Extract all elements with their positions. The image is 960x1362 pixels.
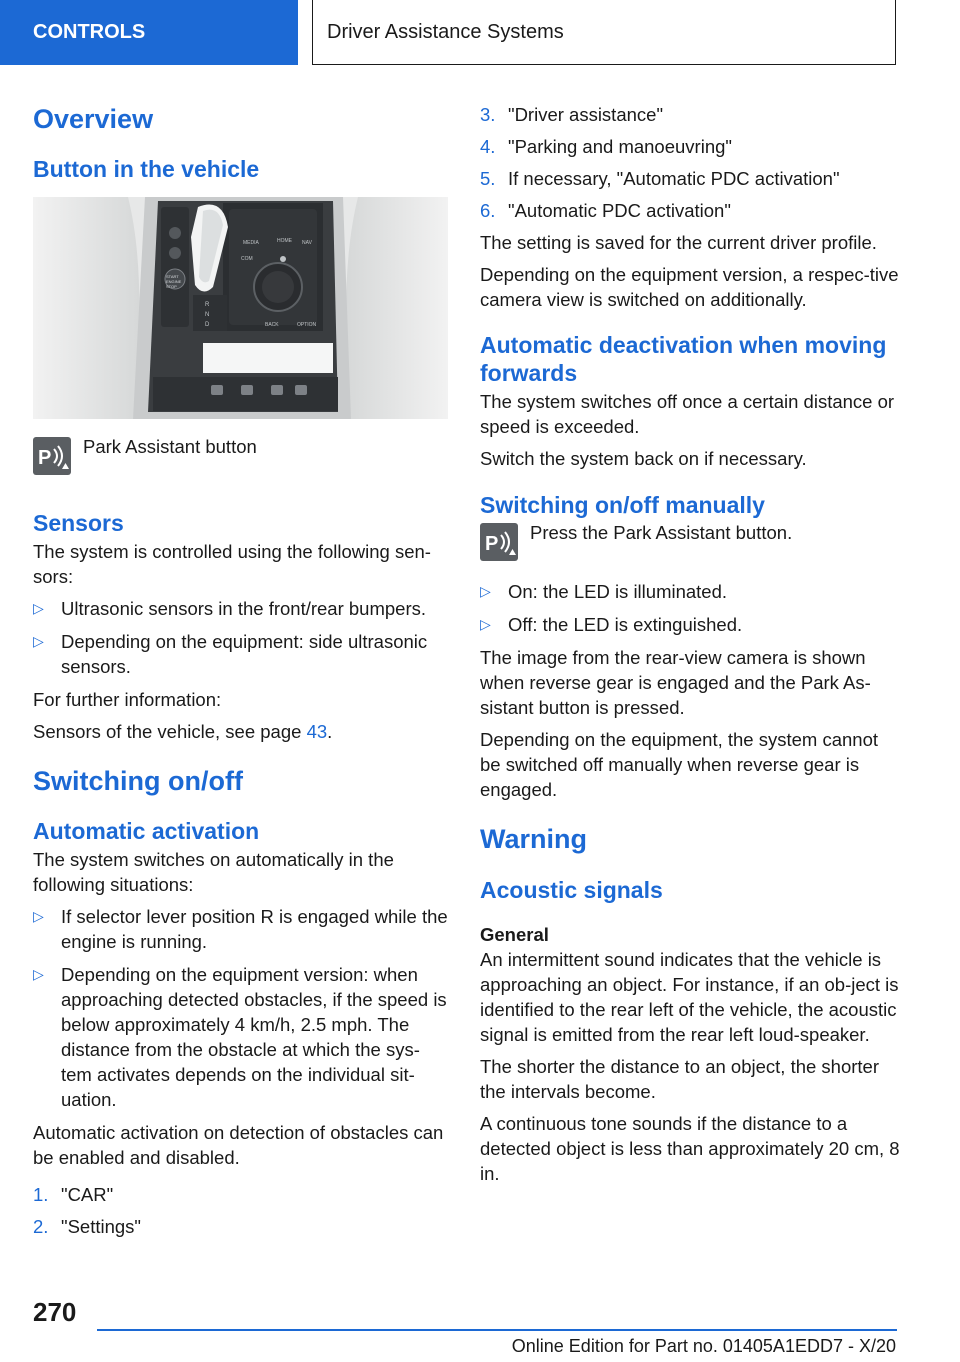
button-in-vehicle-heading: Button in the vehicle [33,156,260,182]
manual-switching-heading: Switching on/off manually [480,492,765,518]
footer-divider [97,1329,897,1331]
center-console-illustration [33,197,448,419]
sensors-heading: Sensors [33,510,124,536]
edition-note: Online Edition for Part no. 01405A1EDD7 - X/20 [511,1336,896,1356]
page-number: 270 [33,1297,77,1327]
cannot-switch-off-note: Depending on the equipment, the system cannot be switched off manually when reverse gear is engaged. [480,729,879,800]
auto-activation-note: Automatic activation on detection of obstacles can be enabled and disabled. [33,1122,444,1168]
further-info: For further information: [33,689,222,710]
general-p3: A continuous tone sounds if the distance to a detected object is less than approximately 20 cm, 8 in. [480,1113,900,1184]
triangle-bullet-icon: ▷ [480,616,491,632]
page-link[interactable]: 43 [306,721,328,742]
triangle-bullet-icon: ▷ [33,908,44,924]
left-column [33,95,448,1246]
triangle-bullet-icon: ▷ [480,583,491,599]
svg-text:STOP: STOP [166,284,177,289]
manual-press-row [480,523,900,561]
svg-text:ENGINE: ENGINE [166,279,182,284]
acoustic-signals-heading: Acoustic signals [480,877,663,903]
triangle-bullet-icon: ▷ [33,600,44,616]
svg-text:HOME: HOME [277,238,292,244]
park-assistant-button-legend [33,437,448,475]
park-assistant-icon [33,437,71,475]
chapter-title: Driver Assistance Systems [327,20,564,43]
list-item: ▷ On: the LED is illuminated. [480,581,728,602]
triangle-bullet-icon: ▷ [33,966,44,982]
section-title: CONTROLS [33,21,146,43]
list-item: 1. "CAR" [33,1184,114,1205]
svg-text:MEDIA: MEDIA [243,240,259,246]
svg-text:D: D [205,322,210,328]
sensors-reference: Sensors of the vehicle, see page 43. [33,721,333,742]
park-assistant-icon [480,523,518,561]
svg-text:P: P [38,447,52,469]
center-console-photo [33,197,448,419]
svg-text:NAV: NAV [302,240,312,246]
auto-deactivation-p2: Switch the system back on if necessary. [480,448,807,469]
steps-list-right [480,102,900,223]
list-item: ▷ If selector lever position R is engaged while the engine is running. [33,906,448,952]
list-item: 2. "Settings" [33,1216,141,1237]
pa-button-caption: Park Assistant button [83,436,257,457]
camera-view-note: Depending on the equipment version, a respec-tive camera view is switched on additionally. [480,264,899,310]
automatic-deactivation-heading: Automatic deactivation when moving forwards [480,332,887,386]
list-item: ▷ Off: the LED is extinguished. [480,614,743,635]
steps-list-left [33,1182,448,1239]
manual-press-text: Press the Park Assistant button. [530,522,793,543]
auto-activation-list [33,904,448,1112]
list-item: 6. "Automatic PDC activation" [480,200,731,221]
svg-text:R: R [205,302,210,308]
rear-camera-note: The image from the rear-view camera is shown when reverse gear is engaged and the Park As-sistant button is pressed. [480,647,871,718]
triangle-bullet-icon: ▷ [33,633,44,649]
list-item: 4. "Parking and manoeuvring" [480,136,732,157]
general-heading: General [480,924,549,945]
svg-text:P: P [485,533,499,555]
led-state-list [480,579,900,637]
warning-heading: Warning [480,824,587,854]
automatic-activation-heading: Automatic activation [33,818,260,844]
svg-text:BACK: BACK [265,322,279,328]
chapter-tab [312,0,896,65]
auto-activation-intro: The system switches on automatically in the following situations: [33,849,394,895]
list-item: ▷ Depending on the equipment version: when approaching detected obstacles, if the speed is below approximately 4 km/h, 2.5 mph. The distance from the obstacle at which the sys-tem activates depends on the individual sit-uation. [33,964,447,1110]
sensors-intro: The system is controlled using the following sen-sors: [33,541,431,587]
list-item: ▷ Ultrasonic sensors in the front/rear bumpers. [33,598,427,619]
sensors-list [33,596,448,679]
svg-text:COM: COM [241,256,253,262]
list-item: ▷ Depending on the equipment: side ultrasonic sensors. [33,631,428,677]
svg-text:N: N [205,312,210,318]
svg-text:START: START [166,274,179,279]
list-item: 3. "Driver assistance" [480,104,664,125]
list-item: 5. If necessary, "Automatic PDC activation" [480,168,840,189]
section-tab [0,0,298,65]
general-p1: An intermittent sound indicates that the vehicle is approaching an object. For instance, if an ob-ject is identified to the rear left of the vehicle, the acoustic signal is emitted from the rear left loud-speaker. [480,949,899,1045]
right-column [480,102,900,1193]
svg-text:OPTION: OPTION [297,322,317,328]
general-p2: The shorter the distance to an object, the shorter the intervals become. [480,1056,880,1102]
auto-deactivation-p1: The system switches off once a certain distance or speed is exceeded. [480,391,895,437]
setting-saved: The setting is saved for the current driver profile. [480,232,877,253]
switching-heading: Switching on/off [33,766,243,796]
overview-heading: Overview [33,104,154,134]
